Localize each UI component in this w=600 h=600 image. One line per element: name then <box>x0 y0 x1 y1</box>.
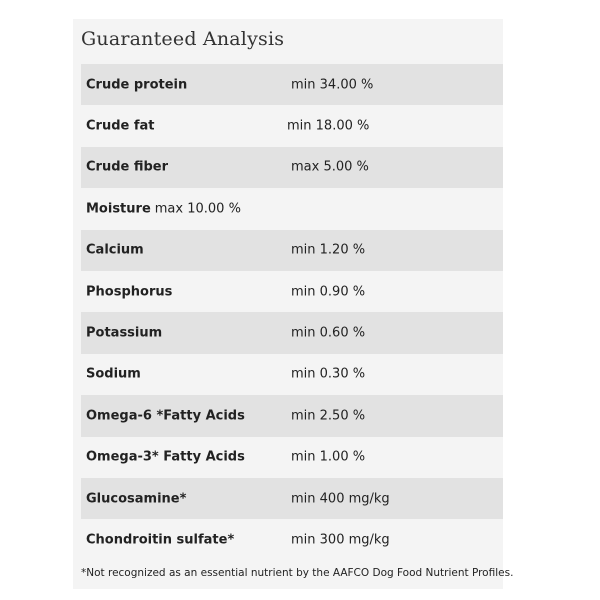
row-value: min 34.00 % <box>291 77 374 93</box>
table-row-omega-6 <box>81 395 503 436</box>
analysis-table <box>81 64 503 561</box>
row-label: Potassium <box>86 325 163 341</box>
row-label: Crude protein <box>86 77 188 93</box>
row-value: max 5.00 % <box>291 159 369 175</box>
row-label-with-value <box>86 201 241 216</box>
table-row-sodium <box>81 354 503 395</box>
row-label: Moisture <box>86 201 151 217</box>
table-row-crude-fiber <box>81 147 503 188</box>
table-row-chondroitin <box>81 519 503 560</box>
table-row-glucosamine <box>81 478 503 519</box>
row-label: Omega-6 *Fatty Acids <box>86 408 245 424</box>
row-label: Phosphorus <box>86 284 173 300</box>
table-row-crude-fat <box>81 105 503 146</box>
row-label: Crude fiber <box>86 159 169 175</box>
row-value: min 1.00 % <box>291 449 366 465</box>
table-row-moisture <box>81 188 503 229</box>
row-label: Calcium <box>86 242 144 258</box>
table-row-crude-protein <box>81 64 503 105</box>
row-value: min 0.60 % <box>291 325 366 341</box>
panel-title: Guaranteed Analysis <box>81 28 285 50</box>
row-label: Glucosamine* <box>86 491 187 507</box>
guaranteed-analysis-panel <box>73 19 514 589</box>
row-label: Omega-3* Fatty Acids <box>86 449 245 465</box>
table-row-phosphorus <box>81 271 503 312</box>
table-row-calcium <box>81 230 503 271</box>
footnote: *Not recognized as an essential nutrient by the AAFCO Dog Food Nutrient Profiles. <box>81 567 514 579</box>
row-label: Crude fat <box>86 118 155 134</box>
row-value: min 400 mg/kg <box>291 491 390 507</box>
row-value: max 10.00 % <box>154 201 241 217</box>
row-label: Sodium <box>86 366 141 382</box>
row-value: min 2.50 % <box>291 408 366 424</box>
row-value: min 1.20 % <box>291 242 366 258</box>
table-row-potassium <box>81 312 503 353</box>
row-value: min 300 mg/kg <box>291 532 390 548</box>
table-row-omega-3 <box>81 437 503 478</box>
row-value: min 0.90 % <box>291 284 366 300</box>
row-value: min 18.00 % <box>287 118 370 134</box>
row-label: Chondroitin sulfate* <box>86 532 235 548</box>
row-value: min 0.30 % <box>291 366 366 382</box>
